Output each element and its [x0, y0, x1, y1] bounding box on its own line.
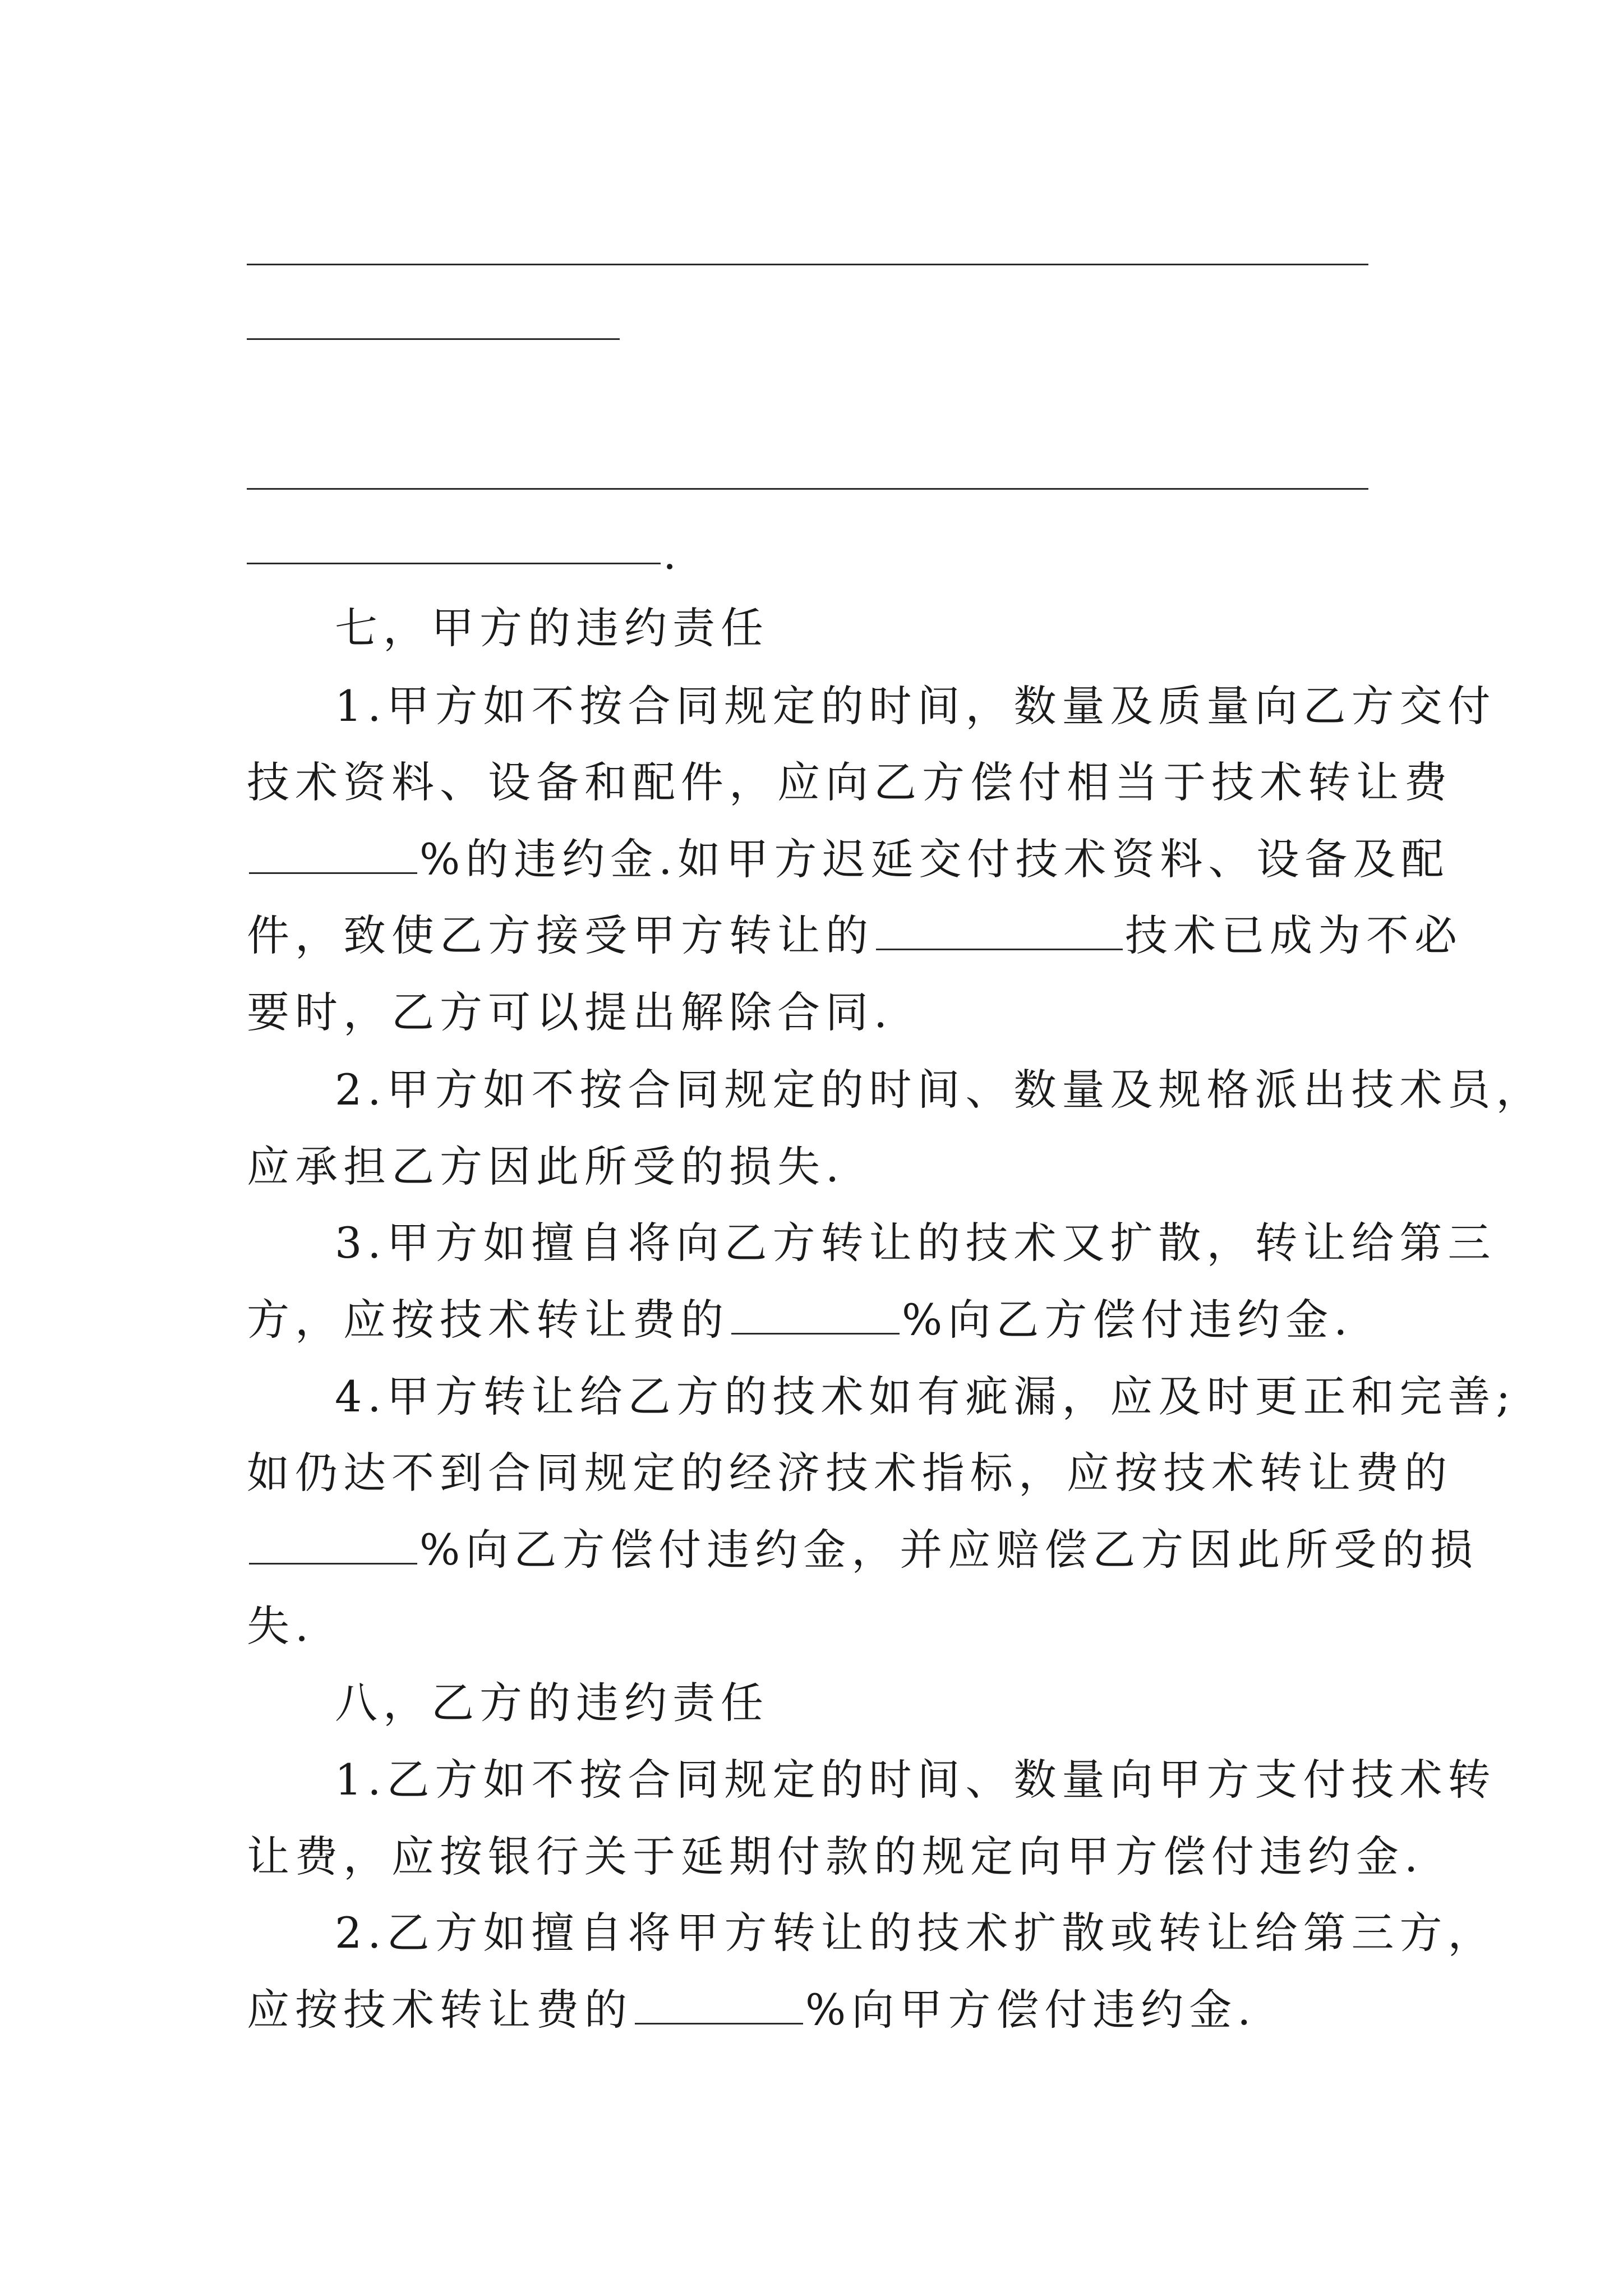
end-mark: .: [663, 529, 677, 579]
fill-blank: [731, 1299, 900, 1335]
fill-blank: [635, 1989, 803, 2024]
fill-blank: [249, 1529, 417, 1565]
blank-line-1: [247, 264, 1368, 265]
section-7-item-1-line-4: 件，致使乙方接受甲方转让的 技术已成为不必: [247, 910, 1463, 960]
section-8-item-2-line-2: 应按技术转让费的 %向甲方偿付违约金.: [247, 1985, 1257, 2035]
section-7-item-1-line-3: %的违约金.如甲方迟延交付技术资料、设备及配: [247, 838, 1449, 881]
blank-line-2: [247, 338, 620, 340]
section-8-item-1-line-2: 让费，应按银行关于延期付款的规定向甲方偿付违约金.: [247, 1832, 1424, 1881]
section-7-heading: 七，甲方的违约责任: [335, 603, 769, 653]
section-7-item-4-line-3: %向乙方偿付违约金，并应赔偿乙方因此所受的损: [247, 1529, 1478, 1571]
section-7-item-2-line-2: 应承担乙方因此所受的损失.: [247, 1142, 845, 1191]
section-8-heading: 八，乙方的违约责任: [335, 1678, 769, 1728]
section-7-item-3-line-1: 3.甲方如擅自将向乙方转让的技术又扩散，转让给第三: [335, 1218, 1496, 1268]
section-8-item-2-line-1: 2.乙方如擅自将甲方转让的技术扩散或转让给第三方，: [335, 1908, 1496, 1958]
section-7-item-4-line-1: 4.甲方转让给乙方的技术如有疵漏，应及时更正和完善;: [335, 1372, 1516, 1421]
section-7-item-4-line-4: 失.: [247, 1601, 315, 1651]
section-7-item-4-line-2: 如仍达不到合同规定的经济技术指标，应按技术转让费的: [247, 1448, 1453, 1498]
fill-blank: [876, 915, 1123, 950]
section-7-item-1-line-1: 1.甲方如不按合同规定的时间，数量及质量向乙方交付: [335, 681, 1496, 731]
section-7-item-3-line-2: 方，应按技术转让费的 %向乙方偿付违约金.: [247, 1295, 1353, 1345]
blank-line-4: [247, 563, 661, 564]
fill-blank: [249, 839, 417, 874]
section-7-item-1-line-5: 要时，乙方可以提出解除合同.: [247, 987, 893, 1037]
section-8-item-1-line-1: 1.乙方如不按合同规定的时间、数量向甲方支付技术转: [335, 1755, 1496, 1805]
section-7-item-1-line-2: 技术资料、设备和配件，应向乙方偿付相当于技术转让费: [247, 757, 1453, 807]
section-7-item-2-line-1: 2.甲方如不按合同规定的时间、数量及规格派出技术员，: [335, 1065, 1544, 1115]
blank-line-3: [247, 488, 1368, 490]
